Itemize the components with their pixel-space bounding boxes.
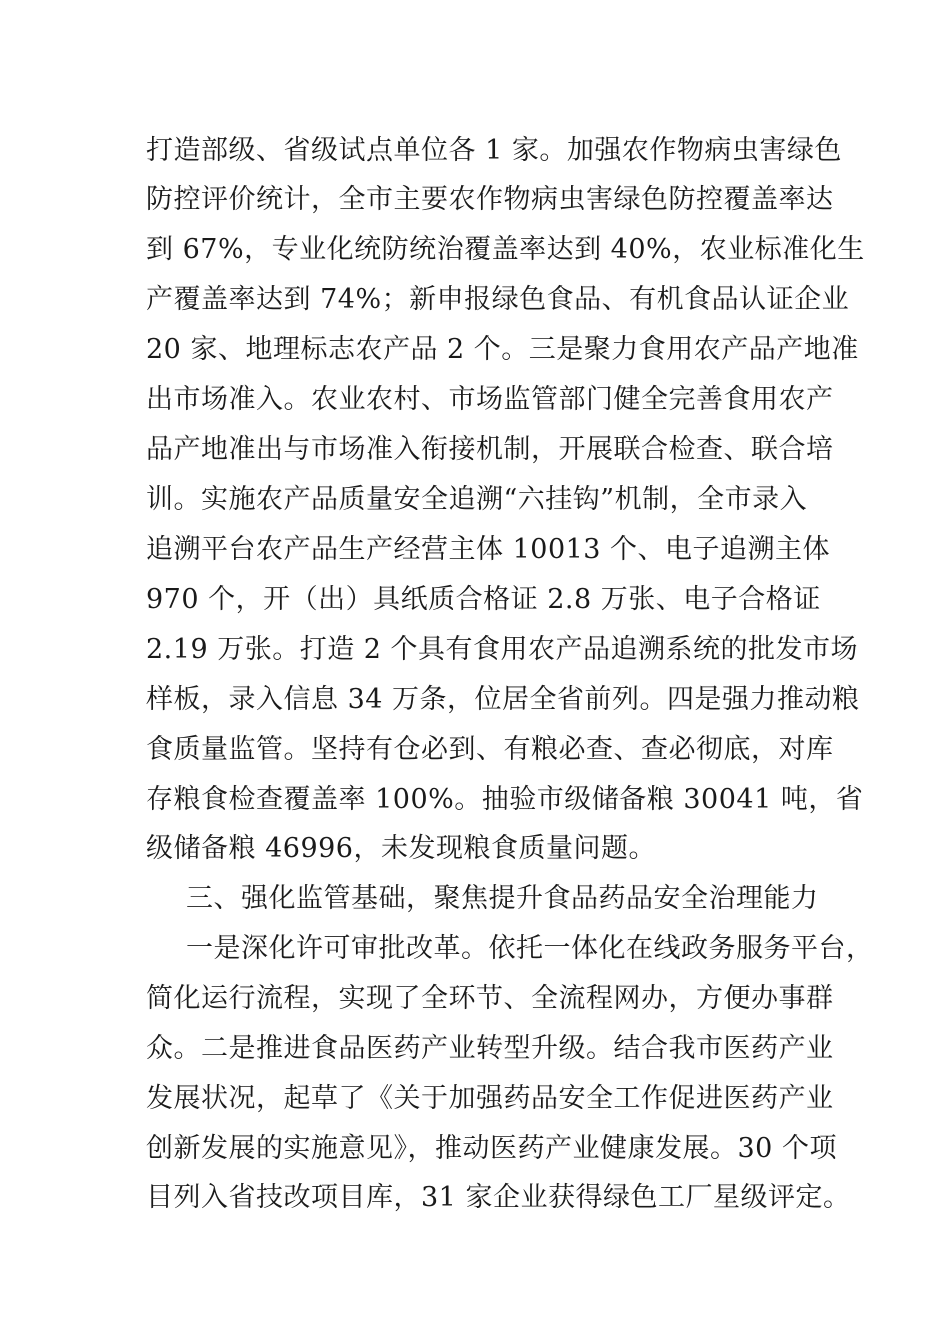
text-line: 创新发展的实施意见》，推动医药产业健康发展。30 个项 [146, 1133, 837, 1164]
text-line: 一是深化许可审批改革。依托一体化在线政务服务平台， [186, 933, 874, 964]
section-heading: 三、强化监管基础，聚焦提升食品药品安全治理能力 [186, 883, 819, 914]
text-line: 970 个，开（出）具纸质合格证 2.8 万张、电子合格证 [146, 584, 821, 615]
text-line: 2.19 万张。打造 2 个具有食用农产品追溯系统的批发市场 [146, 634, 859, 665]
text-line: 简化运行流程，实现了全环节、全流程网办，方便办事群 [146, 983, 834, 1014]
text-line: 众。二是推进食品医药产业转型升级。结合我市医药产业 [146, 1033, 834, 1064]
text-line: 级储备粮 46996，未发现粮食质量问题。 [146, 833, 656, 864]
text-line: 训。实施农产品质量安全追溯“六挂钩”机制，全市录入 [146, 484, 808, 515]
text-line: 目列入省技改项目库，31 家企业获得绿色工厂星级评定。 [146, 1182, 851, 1213]
text-line: 打造部级、省级试点单位各 1 家。加强农作物病虫害绿色 [146, 135, 842, 166]
text-line: 样板，录入信息 34 万条，位居全省前列。四是强力推动粮 [146, 684, 860, 715]
text-line: 20 家、地理标志农产品 2 个。三是聚力食用农产品产地准 [146, 334, 859, 365]
text-line: 出市场准入。农业农村、市场监管部门健全完善食用农产 [146, 384, 834, 415]
text-line: 防控评价统计，全市主要农作物病虫害绿色防控覆盖率达 [146, 184, 834, 215]
text-line: 品产地准出与市场准入衔接机制，开展联合检查、联合培 [146, 434, 834, 465]
text-line: 食质量监管。坚持有仓必到、有粮必查、查必彻底，对库 [146, 734, 834, 765]
text-line: 追溯平台农产品生产经营主体 10013 个、电子追溯主体 [146, 534, 831, 565]
text-line: 存粮食检查覆盖率 100%。抽验市级储备粮 30041 吨，省 [146, 784, 864, 815]
text-line: 发展状况，起草了《关于加强药品安全工作促进医药产业 [146, 1083, 834, 1114]
text-line: 产覆盖率达到 74%；新申报绿色食品、有机食品认证企业 [146, 284, 850, 315]
text-line: 到 67%，专业化统防统治覆盖率达到 40%，农业标准化生 [146, 234, 865, 265]
